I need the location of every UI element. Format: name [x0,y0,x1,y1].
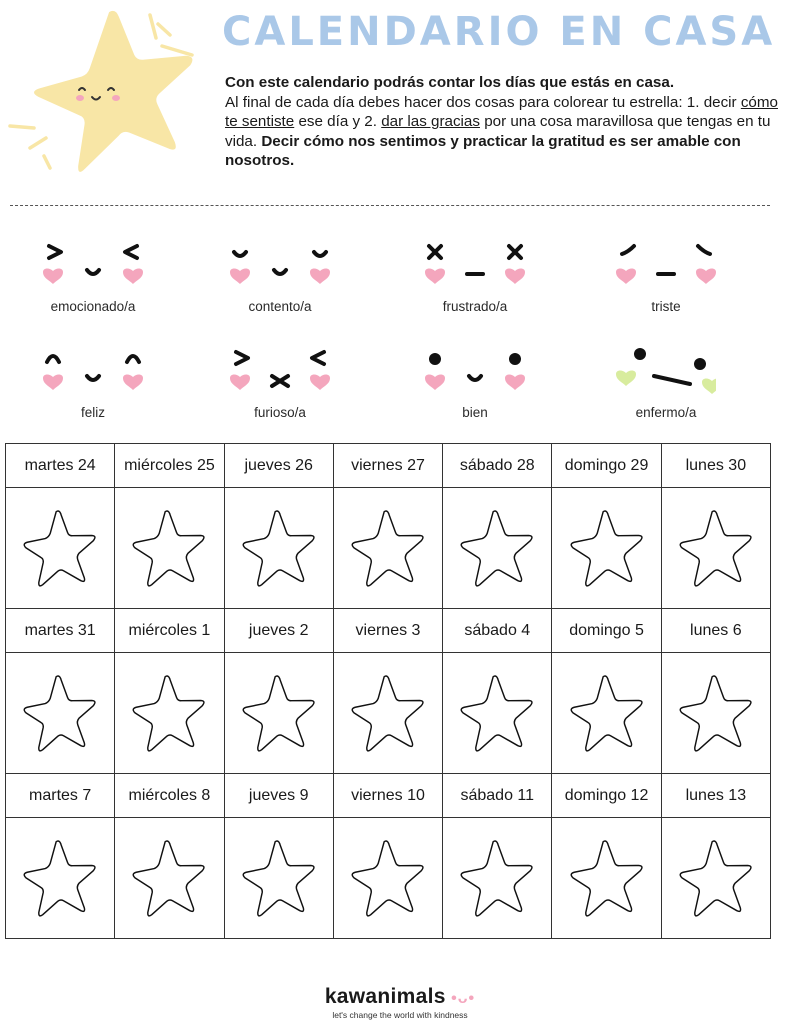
star-outline-icon [455,506,539,590]
day-cell: sábado 28 [443,444,552,488]
day-cell: lunes 13 [661,774,770,818]
week-2-days [6,609,771,653]
calendar-grid [5,443,771,939]
mood-frustrado: frustrado/a [385,240,565,330]
day-cell: jueves 9 [224,774,333,818]
week-2-stars [6,653,771,774]
frustrado-face-icon [425,240,525,290]
star-outline-icon [237,506,321,590]
star-cell[interactable] [661,488,770,609]
star-outline-icon [18,836,102,920]
star-outline-icon [127,836,211,920]
day-cell: viernes 27 [333,444,442,488]
bien-face-icon [425,346,525,396]
day-cell: sábado 11 [443,774,552,818]
star-cell[interactable] [224,818,333,939]
star-outline-icon [346,836,430,920]
day-cell: lunes 6 [661,609,770,653]
star-outline-icon [18,506,102,590]
day-cell: sábado 4 [443,609,552,653]
contento-face-icon [230,240,330,290]
star-outline-icon [237,671,321,755]
mood-bien: bien [385,346,565,436]
feliz-face-icon [43,346,143,396]
mood-furioso: furioso/a [190,346,370,436]
week-3-stars [6,818,771,939]
mood-feliz: feliz [3,346,183,436]
mood-emocionado: emocionado/a [3,240,183,330]
day-cell: domingo 12 [552,774,661,818]
week-3-days [6,774,771,818]
mood-triste: triste [576,240,756,330]
star-cell[interactable] [6,818,115,939]
day-cell: martes 7 [6,774,115,818]
day-cell: domingo 5 [552,609,661,653]
star-outline-icon [237,836,321,920]
dashed-divider [10,205,770,206]
page-title: CALENDARIO EN CASA [222,9,776,55]
star-cell[interactable] [443,818,552,939]
star-outline-icon [127,671,211,755]
furioso-face-icon [230,346,330,396]
star-mascot-illustration [0,0,205,180]
logo-face-icon: •ᴗ• [445,990,476,1007]
star-cell[interactable] [661,653,770,774]
star-outline-icon [455,671,539,755]
star-cell[interactable] [6,488,115,609]
star-cell[interactable] [552,818,661,939]
triste-face-icon [616,240,716,290]
day-cell: miércoles 8 [115,774,224,818]
week-1-stars [6,488,771,609]
week-1-days [6,444,771,488]
star-cell[interactable] [443,488,552,609]
star-outline-icon [565,671,649,755]
star-cell[interactable] [6,653,115,774]
intro-bold-line: Con este calendario podrás contar los días que estás en casa. [225,74,675,91]
star-outline-icon [18,671,102,755]
day-cell: lunes 30 [661,444,770,488]
star-outline-icon [346,671,430,755]
star-cell[interactable] [224,653,333,774]
star-outline-icon [455,836,539,920]
star-outline-icon [674,506,758,590]
star-cell[interactable] [115,653,224,774]
star-cell[interactable] [443,653,552,774]
brand-tagline: let's change the world with kindness [332,1010,468,1020]
star-cell[interactable] [115,818,224,939]
star-outline-icon [674,836,758,920]
star-cell[interactable] [661,818,770,939]
star-outline-icon [674,671,758,755]
day-cell: viernes 10 [333,774,442,818]
day-cell: domingo 29 [552,444,661,488]
mood-contento: contento/a [190,240,370,330]
intro-text: Con este calendario podrás contar los días que estás en casa. Al final de cada día debes hacer dos cosas para colorear tu estrella: 1. decir cómo te sentiste ese día y 2. dar las gracias por una cosa maravillosa que tengas en tu vida. Decir cómo nos sentimos y practicar la gratitud es ser amable con nosotros. [225,74,778,169]
enfermo-face-icon [616,346,716,396]
star-cell[interactable] [552,653,661,774]
day-cell: martes 31 [6,609,115,653]
star-cell[interactable] [333,488,442,609]
star-cell[interactable] [333,818,442,939]
day-cell: martes 24 [6,444,115,488]
star-cell[interactable] [115,488,224,609]
star-outline-icon [346,506,430,590]
day-cell: viernes 3 [333,609,442,653]
star-outline-icon [127,506,211,590]
brand-logo: kawanimals •ᴗ• let's change the world with kindness [250,985,550,1020]
day-cell: miércoles 25 [115,444,224,488]
star-cell[interactable] [224,488,333,609]
star-cell[interactable] [552,488,661,609]
mood-enfermo: enfermo/a [576,346,756,436]
day-cell: jueves 26 [224,444,333,488]
star-outline-icon [565,506,649,590]
day-cell: jueves 2 [224,609,333,653]
star-outline-icon [565,836,649,920]
day-cell: miércoles 1 [115,609,224,653]
star-cell[interactable] [333,653,442,774]
emocionado-face-icon [43,240,143,290]
